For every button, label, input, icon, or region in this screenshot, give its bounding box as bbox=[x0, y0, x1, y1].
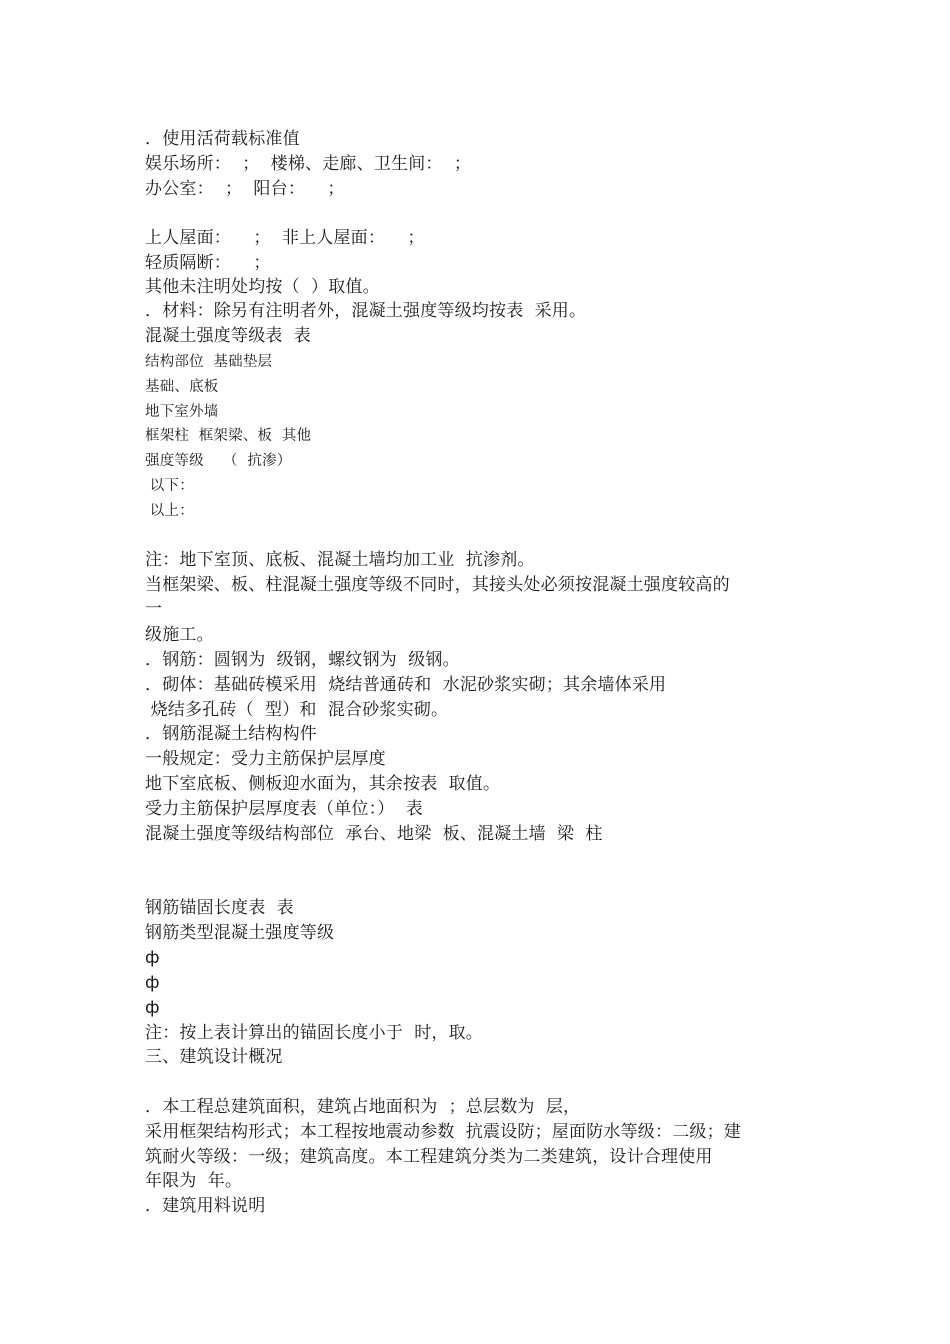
text-line: ．材料：除另有注明者外，混凝土强度等级均按表 采用。 bbox=[145, 301, 587, 321]
text-line: 年限为 年。 bbox=[145, 1171, 243, 1191]
note-line: 注：按上表计算出的锚固长度小于 时，取。 bbox=[145, 1023, 484, 1043]
section-heading: ．建筑用料说明 bbox=[145, 1196, 266, 1216]
table-header-text: 钢筋类型混凝土强度等级 bbox=[145, 923, 335, 943]
text-line: 当框架梁、板、柱混凝土强度等级不同时，其接头处必须按混凝土强度较高的 bbox=[145, 575, 730, 595]
text-line: ．钢筋：圆钢为 级钢，螺纹钢为 级钢。 bbox=[145, 650, 460, 670]
text-line: 烧结多孔砖（ 型）和 混合砂浆实砌。 bbox=[145, 700, 449, 720]
note-line: 注：地下室顶、底板、混凝土墙均加工业 抗渗剂。 bbox=[145, 550, 535, 570]
text-line: 其他未注明处均按（ ）取值。 bbox=[145, 277, 380, 297]
text-line: 一 bbox=[145, 599, 163, 619]
table-caption: 受力主筋保护层厚度表（单位：） 表 bbox=[145, 799, 423, 819]
table-cell-text: 框架柱 框架梁、板 其他 bbox=[145, 428, 312, 444]
table-cell-text: 强度等级 （ 抗渗） bbox=[145, 453, 292, 469]
table-caption: 混凝土强度等级表 表 bbox=[145, 326, 312, 346]
table-header-text: 混凝土强度等级结构部位 承台、地梁 板、混凝土墙 梁 柱 bbox=[145, 824, 603, 844]
text-line: 上人屋面： ； 非上人屋面： ； bbox=[145, 228, 425, 248]
text-line: 地下室底板、侧板迎水面为，其余按表 取值。 bbox=[145, 774, 501, 794]
steel-symbol: ф bbox=[145, 948, 160, 968]
steel-symbol: ф bbox=[145, 998, 160, 1018]
steel-symbol: ф bbox=[145, 973, 160, 993]
text-line: 筑耐火等级：一级；建筑高度。本工程建筑分类为二类建筑，设计合理使用 bbox=[145, 1147, 713, 1167]
table-cell-text: 以上： bbox=[145, 503, 194, 519]
text-line: 轻质隔断： ； bbox=[145, 253, 271, 273]
table-cell-text: 地下室外墙 bbox=[145, 404, 219, 420]
table-cell-text: 结构部位 基础垫层 bbox=[145, 354, 273, 370]
text-line: 采用框架结构形式；本工程按地震动参数 抗震设防；屋面防水等级：二级；建 bbox=[145, 1122, 742, 1142]
text-line: 娱乐场所： ； 楼梯、走廊、卫生间： ； bbox=[145, 154, 472, 174]
section-heading: 三、建筑设计概况 bbox=[145, 1047, 283, 1067]
text-line: ．使用活荷载标准值 bbox=[145, 129, 300, 149]
text-line: 办公室： ； 阳台： ； bbox=[145, 179, 345, 199]
text-line: 级施工。 bbox=[145, 625, 214, 645]
text-line: ．砌体：基础砖模采用 烧结普通砖和 水泥砂浆实砌；其余墙体采用 bbox=[145, 675, 667, 695]
table-caption: 钢筋锚固长度表 表 bbox=[145, 898, 294, 918]
text-line: 一般规定：受力主筋保护层厚度 bbox=[145, 749, 386, 769]
section-heading: ．钢筋混凝土结构构件 bbox=[145, 724, 317, 744]
text-line: ．本工程总建筑面积，建筑占地面积为 ；总层数为 层， bbox=[145, 1097, 581, 1117]
table-cell-text: 基础、底板 bbox=[145, 379, 219, 395]
table-cell-text: 以下： bbox=[145, 478, 194, 494]
